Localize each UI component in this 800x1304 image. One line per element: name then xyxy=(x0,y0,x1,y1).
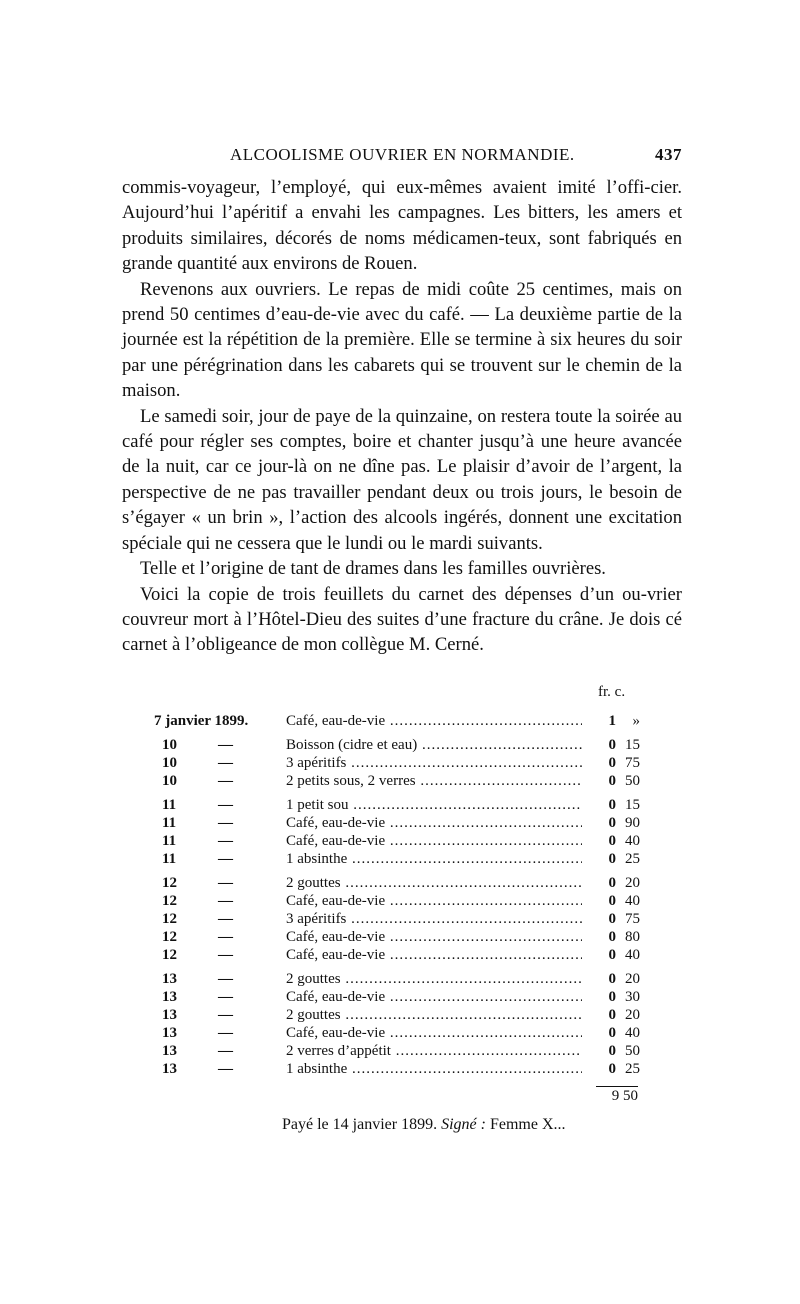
ditto-dash: — xyxy=(218,815,233,831)
ditto-dash: — xyxy=(218,737,233,753)
entry-francs: 0 xyxy=(608,737,616,753)
table-row xyxy=(162,850,638,868)
table-row xyxy=(162,892,638,910)
entry-day: 12 xyxy=(162,875,177,891)
paragraph: commis-voyageur, l’employé, qui eux-mêmes avaient imité l’offi-cier. Aujourd’hui l’apéritif a envahi les campagnes. Les bitters, les amers et produits similaires, décorés de noms médicamen-teux, sont fabriqués en grande quantité aux environs de Rouen. xyxy=(122,177,682,275)
entry-date xyxy=(162,850,280,868)
paragraph: Voici la copie de trois feuillets du carnet des dépenses d’un ou-vrier couvreur mort à l’Hôtel-Dieu des suites d’une fracture du crâne. Je dois cé carnet à l’obligeance de mon collègue M. Cerné. xyxy=(122,583,682,656)
ditto-dash: — xyxy=(218,1043,233,1059)
table-row xyxy=(162,736,638,754)
paragraph: Revenons aux ouvriers. Le repas de midi coûte 25 centimes, mais on prend 50 centimes d’eau-de-vie avec du café. — La deuxième partie de la journée est la répétition de la première. Elle se termine à six heures du soir par une pérégrination dans les cabarets qui se trouvent sur le chemin de la maison. xyxy=(122,278,682,402)
table-row xyxy=(162,796,638,814)
entry-item: Café, eau-de-vie ..... xyxy=(286,946,582,964)
ditto-dash: — xyxy=(218,833,233,849)
table-row xyxy=(162,814,638,832)
entry-item: 3 apéritifs ..... xyxy=(286,754,582,772)
entry-date xyxy=(162,892,280,910)
ditto-dash: — xyxy=(218,893,233,909)
entry-francs: 0 xyxy=(608,755,616,771)
entry-centimes: 40 xyxy=(625,1025,640,1041)
entry-date xyxy=(162,988,280,1006)
entry-item: 2 verres d’appétit ..... xyxy=(286,1042,582,1060)
entry-day: 10 xyxy=(162,773,177,789)
entry-francs: 0 xyxy=(608,1025,616,1041)
entry-francs: 0 xyxy=(608,815,616,831)
entry-francs: 0 xyxy=(608,1043,616,1059)
entry-centimes: 20 xyxy=(625,1007,640,1023)
entry-centimes: 15 xyxy=(625,797,640,813)
entry-centimes: 75 xyxy=(625,755,640,771)
ditto-dash: — xyxy=(218,797,233,813)
entry-centimes: 25 xyxy=(625,1061,640,1077)
entry-day: 13 xyxy=(162,1061,177,1077)
entry-day: 13 xyxy=(162,989,177,1005)
entry-date xyxy=(162,754,280,772)
entry-francs: 0 xyxy=(608,1007,616,1023)
entry-date xyxy=(162,1060,280,1078)
running-title: ALCOOLISME OUVRIER EN NORMANDIE. xyxy=(230,145,575,164)
paragraph: Le samedi soir, jour de paye de la quinzaine, on restera toute la soirée au café pour régler ses comptes, boire et chanter jusqu’à une heure avancée de la nuit, car ce jour-là on ne dîne pas. Le plaisir d’avoir de l’argent, la perspective de ne pas travailler pendant deux ou trois jours, le besoin de s’égayer « un brin », l’action des alcools ingérés, donnent une excitation spéciale qui ne cessera que le lundi ou le mardi suivants. xyxy=(122,405,682,554)
entry-francs: 0 xyxy=(608,989,616,1005)
table-row xyxy=(162,988,638,1006)
ditto-dash: — xyxy=(218,929,233,945)
entry-francs: 1 xyxy=(608,713,616,729)
entry-day: 12 xyxy=(162,929,177,945)
table-row xyxy=(162,832,638,850)
table-row xyxy=(162,754,638,772)
entry-date xyxy=(162,796,280,814)
entry-item: 1 petit sou ..... xyxy=(286,796,582,814)
table-row xyxy=(162,946,638,964)
entry-date xyxy=(162,1006,280,1024)
entry-centimes: 30 xyxy=(625,989,640,1005)
entry-day: 13 xyxy=(162,1007,177,1023)
entry-day: 12 xyxy=(162,911,177,927)
entry-centimes: 90 xyxy=(625,815,640,831)
entry-centimes: 50 xyxy=(625,1043,640,1059)
paragraph: Telle et l’origine de tant de drames dans les familles ouvrières. xyxy=(140,558,606,580)
currency-header: fr. c. xyxy=(598,684,626,700)
entry-francs: 0 xyxy=(608,893,616,909)
entry-item: Café, eau-de-vie ..... xyxy=(286,712,582,730)
entry-francs: 0 xyxy=(608,833,616,849)
entry-date xyxy=(162,874,280,892)
ditto-dash: — xyxy=(218,875,233,891)
entry-date xyxy=(162,1042,280,1060)
entry-item: 2 gouttes ..... xyxy=(286,1006,582,1024)
ditto-dash: — xyxy=(218,947,233,963)
signed-label: Signé : xyxy=(441,1116,486,1133)
signer-name: Femme X... xyxy=(489,1116,566,1133)
ditto-dash: — xyxy=(218,773,233,789)
ditto-dash: — xyxy=(218,1061,233,1077)
table-row xyxy=(162,1006,638,1024)
entry-day: 10 xyxy=(162,737,177,753)
entry-centimes: 20 xyxy=(625,971,640,987)
entry-day: 10 xyxy=(162,755,177,771)
ditto-dash: — xyxy=(218,1007,233,1023)
entry-date xyxy=(162,946,280,964)
payment-date: Payé le 14 janvier 1899. xyxy=(282,1116,438,1133)
entry-date xyxy=(162,772,280,790)
entry-francs: 0 xyxy=(608,773,616,789)
entry-centimes: 20 xyxy=(625,875,640,891)
entry-item: Café, eau-de-vie ..... xyxy=(286,928,582,946)
entry-item: Boisson (cidre et eau) ..... xyxy=(286,736,582,754)
table-row xyxy=(162,928,638,946)
entry-francs: 0 xyxy=(608,1061,616,1077)
entry-day: 12 xyxy=(162,947,177,963)
entry-item: 2 gouttes ..... xyxy=(286,874,582,892)
entry-francs: 0 xyxy=(608,947,616,963)
entry-centimes: 15 xyxy=(625,737,640,753)
entry-date xyxy=(162,814,280,832)
entry-date xyxy=(162,928,280,946)
table-row xyxy=(162,1024,638,1042)
entry-day: 11 xyxy=(162,815,177,831)
entry-date: 7 janvier 1899. xyxy=(154,713,249,729)
table-row xyxy=(162,1042,638,1060)
entry-item: Café, eau-de-vie ..... xyxy=(286,814,582,832)
entry-centimes: 40 xyxy=(625,833,640,849)
entry-centimes: 40 xyxy=(625,947,640,963)
entry-date xyxy=(162,1024,280,1042)
entry-centimes: 75 xyxy=(625,911,640,927)
entry-centimes: 40 xyxy=(625,893,640,909)
ledger-total: 9 50 xyxy=(611,1088,638,1104)
entry-centimes: 25 xyxy=(625,851,640,867)
entry-date xyxy=(162,736,280,754)
entry-item: 3 apéritifs ..... xyxy=(286,910,582,928)
entry-centimes: » xyxy=(632,713,640,729)
entry-centimes: 50 xyxy=(625,773,640,789)
payment-note xyxy=(282,1116,566,1134)
page-number: 437 xyxy=(655,145,682,164)
entry-day: 11 xyxy=(162,851,177,867)
table-row xyxy=(162,874,638,892)
entry-francs: 0 xyxy=(608,929,616,945)
entry-date xyxy=(162,832,280,850)
entry-day: 13 xyxy=(162,971,177,987)
total-rule xyxy=(596,1086,638,1087)
table-row xyxy=(162,1060,638,1078)
entry-day: 13 xyxy=(162,1043,177,1059)
entry-item: 2 gouttes ..... xyxy=(286,970,582,988)
entry-date xyxy=(162,970,280,988)
body-text xyxy=(122,175,682,658)
entry-item: Café, eau-de-vie ..... xyxy=(286,988,582,1006)
entry-date xyxy=(162,910,280,928)
entry-item: Café, eau-de-vie ..... xyxy=(286,1024,582,1042)
entry-centimes: 80 xyxy=(625,929,640,945)
ditto-dash: — xyxy=(218,989,233,1005)
ditto-dash: — xyxy=(218,1025,233,1041)
entry-day: 11 xyxy=(162,833,177,849)
entry-francs: 0 xyxy=(608,911,616,927)
table-row xyxy=(154,712,640,730)
entry-francs: 0 xyxy=(608,971,616,987)
table-row xyxy=(162,772,638,790)
entry-francs: 0 xyxy=(608,797,616,813)
ditto-dash: — xyxy=(218,755,233,771)
entry-francs: 0 xyxy=(608,875,616,891)
ditto-dash: — xyxy=(218,971,233,987)
entry-item: 1 absinthe ..... xyxy=(286,1060,582,1078)
entry-item: 2 petits sous, 2 verres ..... xyxy=(286,772,582,790)
entry-day: 13 xyxy=(162,1025,177,1041)
entry-item: Café, eau-de-vie ..... xyxy=(286,832,582,850)
entry-item: 1 absinthe ..... xyxy=(286,850,582,868)
entry-item: Café, eau-de-vie ..... xyxy=(286,892,582,910)
ditto-dash: — xyxy=(218,851,233,867)
entry-day: 12 xyxy=(162,893,177,909)
entry-day: 11 xyxy=(162,797,177,813)
table-row xyxy=(162,970,638,988)
entry-francs: 0 xyxy=(608,851,616,867)
ditto-dash: — xyxy=(218,911,233,927)
table-row xyxy=(162,910,638,928)
